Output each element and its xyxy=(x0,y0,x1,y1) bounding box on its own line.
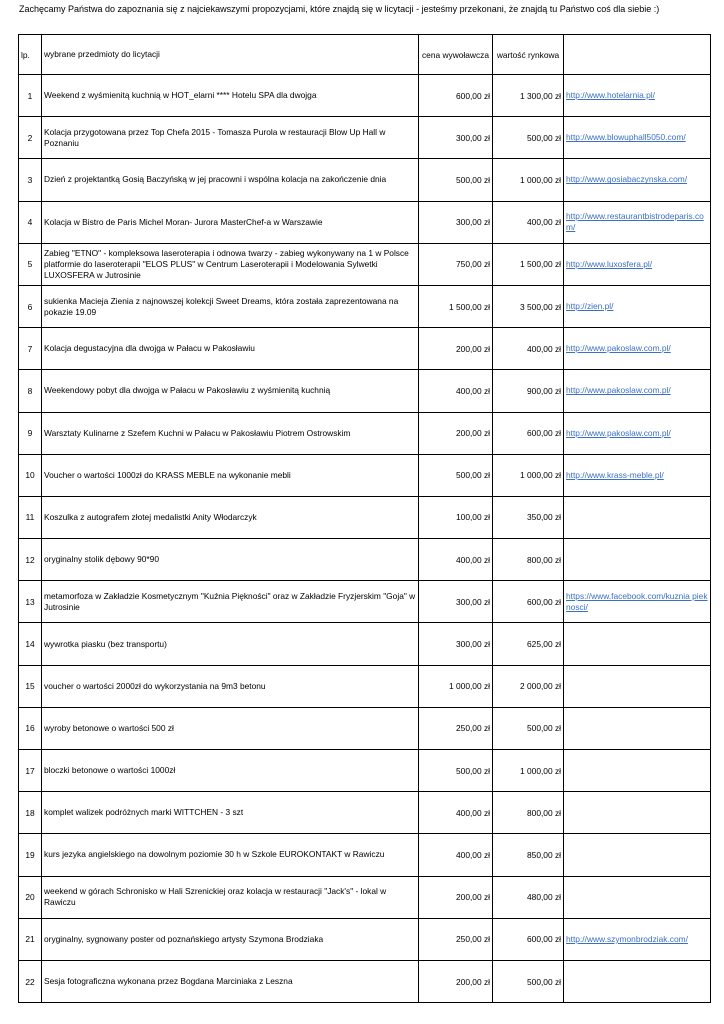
item-number: 4 xyxy=(19,201,42,243)
table-row xyxy=(19,876,711,918)
item-starting-price: 400,00 zł xyxy=(419,792,493,834)
item-number: 7 xyxy=(19,328,42,370)
item-starting-price: 200,00 zł xyxy=(419,960,493,1002)
header-lp: lp. xyxy=(19,35,42,75)
item-market-value: 500,00 zł xyxy=(493,960,564,1002)
item-link-cell xyxy=(564,750,711,792)
item-number: 17 xyxy=(19,750,42,792)
item-starting-price: 400,00 zł xyxy=(419,834,493,876)
item-name: voucher o wartości 2000zł do wykorzystania na 9m3 betonu xyxy=(42,665,419,707)
table-row xyxy=(19,750,711,792)
item-link[interactable]: http://www.pakoslaw.com.pl/ xyxy=(566,343,671,354)
item-number: 2 xyxy=(19,117,42,159)
item-market-value: 500,00 zł xyxy=(493,707,564,749)
table-row xyxy=(19,159,711,201)
item-link-cell xyxy=(564,623,711,665)
item-name: komplet walizek podróżnych marki WITTCHEN - 3 szt xyxy=(42,792,419,834)
item-number: 10 xyxy=(19,454,42,496)
header-link xyxy=(564,35,711,75)
table-row xyxy=(19,539,711,581)
item-link[interactable]: http://www.blowuphall5050.com/ xyxy=(566,132,686,143)
item-link[interactable]: http://www.pakoslaw.com.pl/ xyxy=(566,427,671,438)
item-name: wyroby betonowe o wartości 500 zł xyxy=(42,707,419,749)
item-link-cell xyxy=(564,960,711,1002)
item-link[interactable]: http://www.luxosfera.pl/ xyxy=(566,258,653,269)
item-number: 16 xyxy=(19,707,42,749)
item-name: Dzień z projektantką Gosią Baczyńską w jej pracowni i wspólna kolacja na zakończenie dnia xyxy=(42,159,419,201)
item-link-cell xyxy=(564,539,711,581)
item-starting-price: 250,00 zł xyxy=(419,707,493,749)
item-market-value: 350,00 zł xyxy=(493,496,564,538)
item-number: 3 xyxy=(19,159,42,201)
item-starting-price: 1 000,00 zł xyxy=(419,665,493,707)
item-link-cell xyxy=(564,412,711,454)
item-starting-price: 100,00 zł xyxy=(419,496,493,538)
item-link[interactable]: http://www.krass-meble.pl/ xyxy=(566,469,664,480)
item-link-cell xyxy=(564,707,711,749)
item-market-value: 1 500,00 zł xyxy=(493,243,564,285)
table-body xyxy=(19,75,711,1003)
item-name: wywrotka piasku (bez transportu) xyxy=(42,623,419,665)
item-name: kurs jezyka angielskiego na dowolnym poziomie 30 h w Szkole EUROKONTAKT w Rawiczu xyxy=(42,834,419,876)
table-row xyxy=(19,623,711,665)
item-link-cell xyxy=(564,370,711,412)
item-link[interactable]: http://www.restaurantbistrodeparis.com/ xyxy=(566,211,704,233)
item-name: Sesja fotograficzna wykonana przez Bogdana Marciniaka z Leszna xyxy=(42,960,419,1002)
item-number: 9 xyxy=(19,412,42,454)
item-link-cell xyxy=(564,285,711,327)
header-market-value: wartość rynkowa xyxy=(493,35,564,75)
item-starting-price: 300,00 zł xyxy=(419,581,493,623)
header-item-name: wybrane przedmioty do licytacji xyxy=(42,35,419,75)
intro-text: Zachęcamy Państwa do zapoznania się z najciekawszymi propozycjami, które znajdą się w licytacji - jesteśmy przekonani, że znajdą tu Państwo coś dla siebie :) xyxy=(19,4,660,14)
item-market-value: 800,00 zł xyxy=(493,539,564,581)
item-name: sukienka Macieja Zienia z najnowszej kolekcji Sweet Dreams, która została zaprezentowana na pokazie 19.09 xyxy=(42,285,419,327)
item-link[interactable]: http://www.pakoslaw.com.pl/ xyxy=(566,385,671,396)
item-link-cell xyxy=(564,117,711,159)
item-name: Weekend z wyśmienitą kuchnią w HOT_elarni **** Hotelu SPA dla dwojga xyxy=(42,75,419,117)
item-number: 11 xyxy=(19,496,42,538)
item-name: Voucher o wartości 1000zł do KRASS MEBLE na wykonanie mebli xyxy=(42,454,419,496)
item-name: Koszulka z autografem złotej medalistki Anity Włodarczyk xyxy=(42,496,419,538)
table-row xyxy=(19,960,711,1002)
table-row xyxy=(19,328,711,370)
item-name: oryginalny, sygnowany poster od poznańskiego artysty Szymona Brodziaka xyxy=(42,918,419,960)
table-row xyxy=(19,243,711,285)
item-link-cell xyxy=(564,201,711,243)
item-link-cell xyxy=(564,665,711,707)
item-market-value: 480,00 zł xyxy=(493,876,564,918)
item-link[interactable]: http://www.szymonbrodziak.com/ xyxy=(566,933,688,944)
item-name: Warsztaty Kulinarne z Szefem Kuchni w Pałacu w Pakosławiu Piotrem Ostrowskim xyxy=(42,412,419,454)
item-link-cell xyxy=(564,496,711,538)
item-number: 21 xyxy=(19,918,42,960)
item-starting-price: 1 500,00 zł xyxy=(419,285,493,327)
auction-table xyxy=(18,34,711,1003)
item-market-value: 800,00 zł xyxy=(493,792,564,834)
item-market-value: 1 300,00 zł xyxy=(493,75,564,117)
item-market-value: 500,00 zł xyxy=(493,117,564,159)
item-market-value: 850,00 zł xyxy=(493,834,564,876)
item-link[interactable]: http://zien.pl/ xyxy=(566,301,614,312)
item-market-value: 400,00 zł xyxy=(493,328,564,370)
item-starting-price: 600,00 zł xyxy=(419,75,493,117)
item-starting-price: 300,00 zł xyxy=(419,201,493,243)
item-starting-price: 750,00 zł xyxy=(419,243,493,285)
table-row xyxy=(19,496,711,538)
item-market-value: 400,00 zł xyxy=(493,201,564,243)
item-name: Zabieg "ETNO" - kompleksowa laseroterapia i odnowa twarzy - zabieg wykonywany na 1 w Polsce platformie do laseroterapii "ELOS PLUS" w Centrum Laseroterapii i Modelowania Sylwetki LUXOSFERA w Jutrosinie xyxy=(42,243,419,285)
table-row xyxy=(19,834,711,876)
item-name: weekend w górach Schronisko w Hali Szrenickiej oraz kolacja w restauracji "Jack's" - lokal w Rawiczu xyxy=(42,876,419,918)
item-name: Kolacja degustacyjna dla dwojga w Pałacu w Pakosławiu xyxy=(42,328,419,370)
item-link-cell xyxy=(564,834,711,876)
item-market-value: 600,00 zł xyxy=(493,581,564,623)
item-link-cell xyxy=(564,75,711,117)
item-starting-price: 200,00 zł xyxy=(419,412,493,454)
table-row xyxy=(19,201,711,243)
item-starting-price: 300,00 zł xyxy=(419,623,493,665)
item-starting-price: 500,00 zł xyxy=(419,454,493,496)
item-starting-price: 400,00 zł xyxy=(419,539,493,581)
item-starting-price: 200,00 zł xyxy=(419,328,493,370)
item-link-cell xyxy=(564,581,711,623)
item-market-value: 1 000,00 zł xyxy=(493,159,564,201)
item-name: Weekendowy pobyt dla dwojga w Pałacu w Pakosławiu z wyśmienitą kuchnią xyxy=(42,370,419,412)
item-number: 14 xyxy=(19,623,42,665)
table-row xyxy=(19,918,711,960)
table-row xyxy=(19,75,711,117)
item-number: 18 xyxy=(19,792,42,834)
item-starting-price: 500,00 zł xyxy=(419,159,493,201)
item-link-cell xyxy=(564,918,711,960)
item-market-value: 600,00 zł xyxy=(493,918,564,960)
table-header-row xyxy=(19,35,711,75)
item-link[interactable]: http://www.hotelarnia.pl/ xyxy=(566,90,655,101)
item-name: bloczki betonowe o wartości 1000zł xyxy=(42,750,419,792)
item-link-cell xyxy=(564,243,711,285)
item-link-cell xyxy=(564,454,711,496)
table-row xyxy=(19,454,711,496)
item-number: 12 xyxy=(19,539,42,581)
item-name: Kolacja przygotowana przez Top Chefa 2015 - Tomasza Purola w restauracji Blow Up Hall w Poznaniu xyxy=(42,117,419,159)
table-row xyxy=(19,285,711,327)
item-number: 1 xyxy=(19,75,42,117)
item-market-value: 600,00 zł xyxy=(493,412,564,454)
item-link-cell xyxy=(564,876,711,918)
item-starting-price: 400,00 zł xyxy=(419,370,493,412)
item-starting-price: 500,00 zł xyxy=(419,750,493,792)
item-market-value: 2 000,00 zł xyxy=(493,665,564,707)
item-link[interactable]: http://www.gosiabaczynska.com/ xyxy=(566,174,688,185)
item-number: 22 xyxy=(19,960,42,1002)
item-market-value: 1 000,00 zł xyxy=(493,454,564,496)
item-name: oryginalny stolik dębowy 90*90 xyxy=(42,539,419,581)
table-row xyxy=(19,370,711,412)
table-row xyxy=(19,792,711,834)
item-starting-price: 300,00 zł xyxy=(419,117,493,159)
item-link-cell xyxy=(564,792,711,834)
header-starting-price: cena wywoławcza xyxy=(419,35,493,75)
item-market-value: 900,00 zł xyxy=(493,370,564,412)
item-link-cell xyxy=(564,159,711,201)
item-market-value: 1 000,00 zł xyxy=(493,750,564,792)
table-row xyxy=(19,412,711,454)
item-link[interactable]: https://www.facebook.com/kuznia pieknosci/ xyxy=(566,590,708,612)
table-row xyxy=(19,581,711,623)
item-starting-price: 200,00 zł xyxy=(419,876,493,918)
item-number: 6 xyxy=(19,285,42,327)
table-row xyxy=(19,117,711,159)
item-number: 8 xyxy=(19,370,42,412)
table-row xyxy=(19,707,711,749)
item-number: 15 xyxy=(19,665,42,707)
item-market-value: 3 500,00 zł xyxy=(493,285,564,327)
item-number: 19 xyxy=(19,834,42,876)
table-row xyxy=(19,665,711,707)
item-number: 5 xyxy=(19,243,42,285)
item-number: 20 xyxy=(19,876,42,918)
item-name: Kolacja w Bistro de Paris Michel Moran- Jurora MasterChef-a w Warszawie xyxy=(42,201,419,243)
item-link-cell xyxy=(564,328,711,370)
item-market-value: 625,00 zł xyxy=(493,623,564,665)
item-name: metamorfoza w Zakładzie Kosmetycznym "Kuźnia Piękności" oraz w Zakładzie Fryzjerskim "Goja" w Jutrosinie xyxy=(42,581,419,623)
item-number: 13 xyxy=(19,581,42,623)
item-starting-price: 250,00 zł xyxy=(419,918,493,960)
